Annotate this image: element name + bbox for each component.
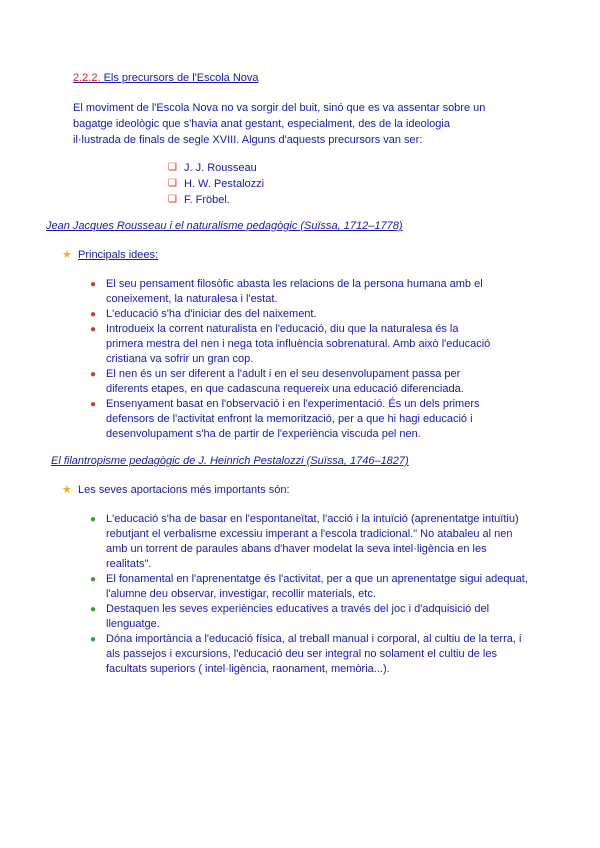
bullet-icon: ●: [90, 279, 97, 290]
rousseau-subtitle: Principals idees:: [78, 248, 159, 261]
list-item: ● El seu pensament filosòfic abasta les relacions de la persona humana amb el coneixement, la naturalesa i l'estat.: [90, 278, 483, 305]
bullet-icon: ●: [90, 574, 97, 585]
pestalozzi-list: [90, 512, 530, 677]
list-item: ● Ensenyament basat en l'observació i en l'experimentació. És un dels primers defensors de l'activitat enfront la memorització, per a que hi hagi educació i desenvolupament s'ha de partir de l'experiència viscuda pel nen.: [90, 398, 480, 440]
star-icon: ★: [62, 249, 72, 261]
rousseau-subtitle-row: [62, 248, 158, 261]
bullet-icon: ●: [90, 634, 97, 645]
pestalozzi-subtitle-row: [62, 483, 290, 496]
list-item: ❏ F. Fröbel.: [168, 194, 230, 206]
bullet-icon: ●: [90, 399, 97, 410]
bullet-icon: ●: [90, 309, 97, 320]
list-item: ● El nen és un ser diferent a l'adult i en el seu desenvolupament passa per diferents etapes, en que cadascuna requereix una educació diferenciada.: [90, 368, 464, 395]
rousseau-list: [90, 277, 495, 442]
bullet-icon: ●: [90, 604, 97, 615]
intro-paragraph: [73, 100, 533, 148]
intro-line: il·lustrada de finals de segle XVIII. Alguns d'aquests precursors van ser:: [73, 134, 423, 146]
list-item: ● Destaquen les seves experiències educatives a través del joc i d'adquisició del llenguatge.: [90, 603, 490, 630]
bullet-icon: ●: [90, 514, 97, 525]
rousseau-title: Jean Jacques Rousseau i el naturalisme pedagògic (Suïssa, 1712–1778): [46, 220, 403, 232]
bullet-icon: ●: [90, 369, 97, 380]
list-item: ❏ H. W. Pestalozzi: [168, 178, 265, 190]
section-number: 2.2.2.: [73, 72, 101, 84]
star-icon: ★: [62, 484, 72, 496]
bullet-icon: ●: [90, 324, 97, 335]
list-item: ● Introdueix la corrent naturalista en l'educació, diu que la naturalesa és la primera mestra del nen i nega tota influència sobrenatural. Amb això l'educació cristiana va sofrir un gran cop.: [90, 323, 491, 365]
list-item: ● L'educació s'ha de basar en l'espontaneïtat, l'acció i la intuïció (aprenentatge intuïtiu) rebutjant el verbalisme excessiu imperant a l'escola tradicional." No atabaleu al nen amb un torrent de paraules abans d'haver modelat la seva intel·ligència en les realitats".: [90, 513, 519, 570]
checkbox-bullet-icon: ❏: [168, 194, 177, 205]
checkbox-bullet-icon: ❏: [168, 162, 177, 173]
intro-line: bagatge ideològic que s'havia anat gestant, especialment, des de la ideologia: [73, 118, 450, 130]
list-item: ❏ J. J. Rousseau: [168, 162, 257, 174]
list-item: ● Dóna importància a l'educació física, al treball manual i corporal, al cultiu de la terra, i als passejos i excursions, l'educació deu ser integral no solament el cultiu de les facultats superiors ( intel·ligència, raonament, memòria...).: [90, 633, 522, 675]
pestalozzi-title: El filantropisme pedagògic de J. Heinrich Pestalozzi (Suïssa, 1746–1827): [51, 455, 409, 467]
list-item: ● El fonamental en l'aprenentatge és l'activitat, per a que un aprenentatge sigui adequat, l'alumne deu observar, investigar, recollir materials, etc.: [90, 573, 528, 600]
section-heading: [73, 72, 259, 84]
checkbox-bullet-icon: ❏: [168, 178, 177, 189]
pestalozzi-subtitle: Les seves aportacions més importants són:: [78, 483, 290, 496]
intro-line: El moviment de l'Escola Nova no va sorgir del buit, sinó que es va assentar sobre un: [73, 102, 486, 114]
precursor-list: [168, 160, 264, 208]
list-item: ● L'educació s'ha d'iniciar des del naixement.: [90, 308, 317, 320]
section-title: Els precursors de l'Escola Nova: [100, 72, 259, 84]
